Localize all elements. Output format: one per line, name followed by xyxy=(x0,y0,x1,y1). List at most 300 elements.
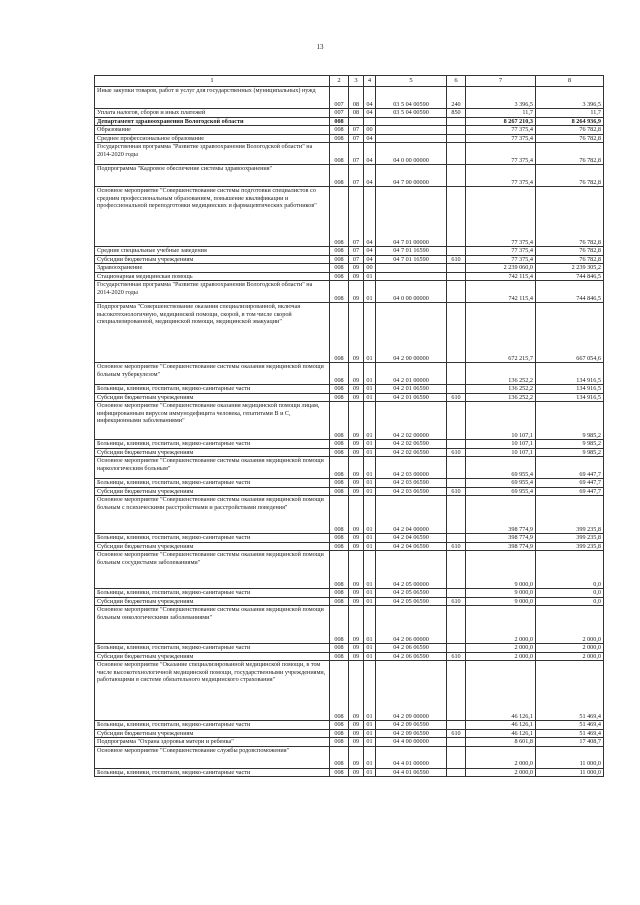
cell-kvsr: 008 xyxy=(330,738,349,747)
cell-name: Субсидии бюджетным учреждениям xyxy=(95,597,330,606)
cell-expense-type xyxy=(447,402,466,440)
table-row xyxy=(95,644,604,653)
cell-kvsr: 008 xyxy=(330,457,349,479)
cell-subsection: 01 xyxy=(364,272,376,281)
table-body xyxy=(95,76,604,777)
cell-name: Больницы, клиники, госпитали, медико-санитарные части xyxy=(95,768,330,777)
cell-sum-2019: 10 107,1 xyxy=(466,448,536,457)
cell-sum-2020: 3 396,5 xyxy=(536,87,604,109)
cell-sum-2019: 136 252,2 xyxy=(466,385,536,394)
cell-kvsr: 008 xyxy=(330,264,349,273)
cell-expense-type: 610 xyxy=(447,729,466,738)
cell-name: Больницы, клиники, госпитали, медико-санитарные части xyxy=(95,721,330,730)
cell-target-article: 04 2 05 00000 xyxy=(376,551,447,589)
cell-name: Субсидии бюджетным учреждениям xyxy=(95,652,330,661)
cell-target-article: 03 5 04 00590 xyxy=(376,87,447,109)
cell-kvsr: 008 xyxy=(330,255,349,264)
cell-target-article: 04 2 09 06590 xyxy=(376,729,447,738)
cell-expense-type: 610 xyxy=(447,393,466,402)
budget-table xyxy=(94,75,604,777)
cell-expense-type xyxy=(447,551,466,589)
cell-target-article: 04 2 06 06590 xyxy=(376,652,447,661)
cell-target-article: 04 2 05 06590 xyxy=(376,589,447,598)
cell-sum-2019: 9 000,0 xyxy=(466,597,536,606)
cell-kvsr: 008 xyxy=(330,165,349,187)
cell-sum-2019: 398 774,9 xyxy=(466,542,536,551)
cell-sum-2019: 136 252,2 xyxy=(466,393,536,402)
cell-sum-2020: 399 235,8 xyxy=(536,534,604,543)
cell-sum-2020: 744 846,5 xyxy=(536,281,604,303)
cell-target-article: 04 2 05 06590 xyxy=(376,597,447,606)
table-row xyxy=(95,126,604,135)
table-row xyxy=(95,457,604,479)
cell-kvsr: 008 xyxy=(330,187,349,247)
cell-section: 09 xyxy=(349,363,364,385)
cell-expense-type xyxy=(447,440,466,449)
cell-section: 09 xyxy=(349,272,364,281)
cell-sum-2020: 2 000,0 xyxy=(536,606,604,644)
cell-expense-type xyxy=(447,496,466,534)
cell-expense-type xyxy=(447,247,466,256)
cell-sum-2020: 51 469,4 xyxy=(536,661,604,721)
cell-target-article: 04 2 03 00000 xyxy=(376,457,447,479)
cell-target-article: 04 2 09 06590 xyxy=(376,721,447,730)
cell-section: 07 xyxy=(349,187,364,247)
cell-sum-2019: 69 955,4 xyxy=(466,487,536,496)
cell-sum-2020: 2 000,0 xyxy=(536,644,604,653)
cell-expense-type xyxy=(447,644,466,653)
cell-target-article: 04 2 04 06590 xyxy=(376,534,447,543)
cell-sum-2020: 11 000,0 xyxy=(536,746,604,768)
cell-name: Подпрограмма "Охрана здоровья матери и ребенка" xyxy=(95,738,330,747)
cell-target-article: 04 2 03 06590 xyxy=(376,479,447,488)
cell-target-article: 04 7 01 00000 xyxy=(376,187,447,247)
cell-name: Субсидии бюджетным учреждениям xyxy=(95,255,330,264)
cell-section: 09 xyxy=(349,479,364,488)
cell-subsection: 01 xyxy=(364,589,376,598)
cell-sum-2019: 9 000,0 xyxy=(466,551,536,589)
cell-section: 09 xyxy=(349,551,364,589)
cell-sum-2020: 51 469,4 xyxy=(536,721,604,730)
cell-name: Больницы, клиники, госпитали, медико-санитарные части xyxy=(95,440,330,449)
cell-section: 09 xyxy=(349,721,364,730)
cell-expense-type xyxy=(447,272,466,281)
table-row xyxy=(95,768,604,777)
cell-name: Субсидии бюджетным учреждениям xyxy=(95,393,330,402)
column-header: 8 xyxy=(536,76,604,87)
cell-expense-type xyxy=(447,126,466,135)
cell-subsection: 01 xyxy=(364,496,376,534)
header-row xyxy=(95,76,604,87)
cell-sum-2019: 69 955,4 xyxy=(466,457,536,479)
cell-sum-2019: 69 955,4 xyxy=(466,479,536,488)
cell-sum-2020: 667 054,6 xyxy=(536,303,604,363)
table-row xyxy=(95,385,604,394)
cell-section: 09 xyxy=(349,738,364,747)
cell-expense-type xyxy=(447,606,466,644)
cell-kvsr: 008 xyxy=(330,143,349,165)
cell-sum-2020: 9 985,2 xyxy=(536,448,604,457)
cell-kvsr: 008 xyxy=(330,303,349,363)
cell-kvsr: 008 xyxy=(330,644,349,653)
cell-sum-2019: 136 252,2 xyxy=(466,363,536,385)
cell-sum-2020: 9 985,2 xyxy=(536,402,604,440)
cell-kvsr: 008 xyxy=(330,487,349,496)
cell-target-article: 04 2 02 06590 xyxy=(376,448,447,457)
cell-expense-type xyxy=(447,303,466,363)
table-row xyxy=(95,746,604,768)
cell-subsection: 01 xyxy=(364,644,376,653)
table-row xyxy=(95,721,604,730)
column-header: 7 xyxy=(466,76,536,87)
cell-target-article xyxy=(376,272,447,281)
table-row xyxy=(95,534,604,543)
cell-kvsr: 008 xyxy=(330,479,349,488)
cell-subsection: 04 xyxy=(364,247,376,256)
cell-target-article: 04 2 04 06590 xyxy=(376,542,447,551)
cell-sum-2019: 9 000,0 xyxy=(466,589,536,598)
cell-subsection: 01 xyxy=(364,479,376,488)
cell-subsection: 01 xyxy=(364,661,376,721)
cell-sum-2019: 77 375,4 xyxy=(466,255,536,264)
cell-kvsr: 008 xyxy=(330,134,349,143)
cell-section: 09 xyxy=(349,496,364,534)
cell-sum-2019: 77 375,4 xyxy=(466,187,536,247)
cell-expense-type: 610 xyxy=(447,652,466,661)
cell-sum-2019: 46 126,1 xyxy=(466,661,536,721)
cell-kvsr: 008 xyxy=(330,126,349,135)
table-row xyxy=(95,117,604,126)
cell-sum-2019: 8 267 210,3 xyxy=(466,117,536,126)
cell-target-article: 04 2 06 06590 xyxy=(376,644,447,653)
cell-target-article: 04 0 00 00000 xyxy=(376,281,447,303)
cell-subsection: 04 xyxy=(364,134,376,143)
cell-section: 07 xyxy=(349,255,364,264)
cell-kvsr: 008 xyxy=(330,281,349,303)
cell-expense-type xyxy=(447,134,466,143)
cell-target-article: 04 2 03 06590 xyxy=(376,487,447,496)
cell-sum-2020: 69 447,7 xyxy=(536,457,604,479)
cell-kvsr: 008 xyxy=(330,597,349,606)
cell-target-article: 04 2 01 06590 xyxy=(376,393,447,402)
cell-target-article: 04 2 01 00000 xyxy=(376,363,447,385)
cell-name: Больницы, клиники, госпитали, медико-санитарные части xyxy=(95,589,330,598)
cell-name: Иные закупки товаров, работ и услуг для государственных (муниципальных) нужд xyxy=(95,87,330,109)
cell-name: Основное мероприятие "Совершенствование системы оказания медицинской помощи больным с психическими расстройствами и расстройствами поведения" xyxy=(95,496,330,534)
cell-section: 09 xyxy=(349,534,364,543)
cell-name: Больницы, клиники, госпитали, медико-санитарные части xyxy=(95,385,330,394)
cell-sum-2019: 2 000,0 xyxy=(466,768,536,777)
cell-target-article: 04 2 00 00000 xyxy=(376,303,447,363)
cell-name: Основное мероприятие "Совершенствование службы родовспоможения" xyxy=(95,746,330,768)
cell-name: Основное мероприятие "Совершенствование системы оказания медицинской помощи больным сосудистыми заболеваниями" xyxy=(95,551,330,589)
cell-section: 09 xyxy=(349,597,364,606)
cell-section: 08 xyxy=(349,87,364,109)
cell-target-article: 04 4 00 00000 xyxy=(376,738,447,747)
table-row xyxy=(95,247,604,256)
cell-sum-2019: 46 126,1 xyxy=(466,729,536,738)
cell-sum-2019: 2 000,0 xyxy=(466,746,536,768)
cell-name: Больницы, клиники, госпитали, медико-санитарные части xyxy=(95,479,330,488)
table-row xyxy=(95,402,604,440)
cell-kvsr: 008 xyxy=(330,440,349,449)
cell-expense-type xyxy=(447,589,466,598)
cell-target-article: 04 7 00 00000 xyxy=(376,165,447,187)
cell-expense-type xyxy=(447,281,466,303)
cell-sum-2019: 77 375,4 xyxy=(466,247,536,256)
cell-target-article: 04 0 00 00000 xyxy=(376,143,447,165)
cell-sum-2019: 10 107,1 xyxy=(466,440,536,449)
cell-section: 09 xyxy=(349,385,364,394)
cell-subsection: 01 xyxy=(364,606,376,644)
cell-expense-type: 850 xyxy=(447,109,466,118)
table-row xyxy=(95,729,604,738)
cell-sum-2019: 742 115,4 xyxy=(466,281,536,303)
table-row xyxy=(95,589,604,598)
cell-target-article xyxy=(376,126,447,135)
cell-sum-2020: 399 235,8 xyxy=(536,496,604,534)
cell-subsection: 01 xyxy=(364,303,376,363)
cell-target-article: 04 7 01 16590 xyxy=(376,247,447,256)
cell-kvsr: 008 xyxy=(330,746,349,768)
cell-kvsr: 008 xyxy=(330,768,349,777)
cell-subsection: 01 xyxy=(364,768,376,777)
cell-kvsr: 008 xyxy=(330,729,349,738)
table-row xyxy=(95,738,604,747)
column-header: 3 xyxy=(349,76,364,87)
cell-section: 09 xyxy=(349,393,364,402)
cell-target-article: 04 2 04 00000 xyxy=(376,496,447,534)
table-row xyxy=(95,542,604,551)
cell-subsection: 01 xyxy=(364,597,376,606)
table-row xyxy=(95,87,604,109)
cell-target-article: 04 2 01 06590 xyxy=(376,385,447,394)
cell-section: 09 xyxy=(349,729,364,738)
cell-subsection: 01 xyxy=(364,402,376,440)
table-row xyxy=(95,143,604,165)
cell-expense-type xyxy=(447,117,466,126)
cell-subsection: 01 xyxy=(364,652,376,661)
cell-section: 09 xyxy=(349,606,364,644)
cell-subsection: 01 xyxy=(364,721,376,730)
cell-expense-type: 610 xyxy=(447,255,466,264)
column-header: 5 xyxy=(376,76,447,87)
cell-kvsr: 008 xyxy=(330,606,349,644)
cell-subsection: 01 xyxy=(364,534,376,543)
cell-section: 07 xyxy=(349,126,364,135)
cell-section: 09 xyxy=(349,768,364,777)
cell-name: Государственная программа "Развитие здравоохранения Вологодской области" на 2014-2020 годы xyxy=(95,143,330,165)
cell-target-article: 04 4 01 06590 xyxy=(376,768,447,777)
cell-expense-type xyxy=(447,385,466,394)
cell-expense-type xyxy=(447,457,466,479)
column-header: 4 xyxy=(364,76,376,87)
table-row xyxy=(95,134,604,143)
cell-sum-2020: 76 782,8 xyxy=(536,255,604,264)
table-row xyxy=(95,187,604,247)
column-header: 1 xyxy=(95,76,330,87)
cell-target-article: 04 2 02 06590 xyxy=(376,440,447,449)
cell-name: Среднее профессиональное образование xyxy=(95,134,330,143)
cell-sum-2020: 134 916,5 xyxy=(536,363,604,385)
cell-kvsr: 008 xyxy=(330,652,349,661)
cell-sum-2020: 134 916,5 xyxy=(536,385,604,394)
cell-subsection: 00 xyxy=(364,126,376,135)
cell-subsection: 01 xyxy=(364,487,376,496)
cell-name: Основное мероприятие "Совершенствование системы подготовки специалистов со средним профессиональным образованием, повышение квалификации и профессиональной переподготовки медицинских и фармацевтических работников" xyxy=(95,187,330,247)
cell-kvsr: 008 xyxy=(330,117,349,126)
cell-subsection: 04 xyxy=(364,143,376,165)
table-row xyxy=(95,363,604,385)
cell-name: Субсидии бюджетным учреждениям xyxy=(95,448,330,457)
cell-sum-2019: 398 774,9 xyxy=(466,496,536,534)
cell-name: Субсидии бюджетным учреждениям xyxy=(95,729,330,738)
cell-sum-2020: 2 000,0 xyxy=(536,652,604,661)
cell-kvsr: 008 xyxy=(330,589,349,598)
cell-sum-2020: 399 235,8 xyxy=(536,542,604,551)
cell-section: 09 xyxy=(349,402,364,440)
cell-subsection: 04 xyxy=(364,255,376,264)
cell-target-article xyxy=(376,117,447,126)
cell-subsection: 01 xyxy=(364,281,376,303)
cell-expense-type: 610 xyxy=(447,487,466,496)
table-row xyxy=(95,109,604,118)
cell-expense-type: 610 xyxy=(447,448,466,457)
cell-name: Средние специальные учебные заведения xyxy=(95,247,330,256)
cell-subsection: 01 xyxy=(364,738,376,747)
table-row xyxy=(95,487,604,496)
cell-target-article: 04 2 06 00000 xyxy=(376,606,447,644)
cell-sum-2019: 8 601,8 xyxy=(466,738,536,747)
cell-section: 09 xyxy=(349,746,364,768)
cell-target-article: 03 5 04 00590 xyxy=(376,109,447,118)
cell-kvsr: 008 xyxy=(330,363,349,385)
cell-sum-2020: 69 447,7 xyxy=(536,487,604,496)
cell-kvsr: 008 xyxy=(330,247,349,256)
cell-expense-type xyxy=(447,143,466,165)
table-row xyxy=(95,661,604,721)
cell-section: 09 xyxy=(349,487,364,496)
cell-sum-2020: 76 782,8 xyxy=(536,126,604,135)
cell-section xyxy=(349,117,364,126)
table-row xyxy=(95,393,604,402)
cell-name: Образование xyxy=(95,126,330,135)
cell-kvsr: 008 xyxy=(330,496,349,534)
cell-section: 09 xyxy=(349,652,364,661)
cell-sum-2020: 8 264 936,9 xyxy=(536,117,604,126)
cell-section: 07 xyxy=(349,247,364,256)
cell-section: 07 xyxy=(349,134,364,143)
cell-target-article: 04 4 01 00000 xyxy=(376,746,447,768)
column-header: 2 xyxy=(330,76,349,87)
table-row xyxy=(95,606,604,644)
cell-section: 07 xyxy=(349,165,364,187)
cell-subsection: 01 xyxy=(364,385,376,394)
cell-kvsr: 008 xyxy=(330,534,349,543)
table-row xyxy=(95,440,604,449)
cell-sum-2020: 11 000,0 xyxy=(536,768,604,777)
cell-target-article xyxy=(376,264,447,273)
cell-subsection: 01 xyxy=(364,551,376,589)
cell-subsection: 01 xyxy=(364,542,376,551)
table-row xyxy=(95,303,604,363)
cell-sum-2020: 11,7 xyxy=(536,109,604,118)
cell-sum-2019: 11,7 xyxy=(466,109,536,118)
table-row xyxy=(95,255,604,264)
cell-sum-2019: 77 375,4 xyxy=(466,165,536,187)
cell-sum-2020: 134 916,5 xyxy=(536,393,604,402)
cell-expense-type xyxy=(447,738,466,747)
cell-name: Больницы, клиники, госпитали, медико-санитарные части xyxy=(95,644,330,653)
cell-sum-2020: 76 782,8 xyxy=(536,187,604,247)
cell-sum-2019: 2 000,0 xyxy=(466,606,536,644)
cell-name: Субсидии бюджетным учреждениям xyxy=(95,542,330,551)
cell-expense-type: 610 xyxy=(447,542,466,551)
cell-section: 07 xyxy=(349,143,364,165)
cell-section: 09 xyxy=(349,264,364,273)
cell-subsection: 04 xyxy=(364,165,376,187)
cell-expense-type: 240 xyxy=(447,87,466,109)
cell-name: Департамент здравоохранения Вологодской области xyxy=(95,117,330,126)
cell-name: Здравоохранение xyxy=(95,264,330,273)
cell-kvsr: 007 xyxy=(330,87,349,109)
table-row xyxy=(95,597,604,606)
cell-subsection: 04 xyxy=(364,187,376,247)
cell-target-article: 04 2 09 00000 xyxy=(376,661,447,721)
table-row xyxy=(95,496,604,534)
cell-subsection: 01 xyxy=(364,729,376,738)
cell-expense-type xyxy=(447,661,466,721)
cell-name: Уплата налогов, сборов и иных платежей xyxy=(95,109,330,118)
cell-expense-type xyxy=(447,264,466,273)
cell-expense-type xyxy=(447,165,466,187)
cell-sum-2019: 77 375,4 xyxy=(466,134,536,143)
page-number: 13 xyxy=(316,43,324,51)
cell-sum-2019: 3 396,5 xyxy=(466,87,536,109)
cell-target-article: 04 2 02 00000 xyxy=(376,402,447,440)
cell-section: 09 xyxy=(349,448,364,457)
table-row xyxy=(95,479,604,488)
cell-sum-2020: 76 782,8 xyxy=(536,143,604,165)
cell-sum-2020: 0,0 xyxy=(536,597,604,606)
cell-sum-2019: 742 115,4 xyxy=(466,272,536,281)
cell-name: Подпрограмма "Совершенствование оказания специализированной, включая высокотехнологичную, медицинской помощи, скорой, в том числе скорой специализированной, медицинской помощи, медицинской эвакуации" xyxy=(95,303,330,363)
cell-kvsr: 007 xyxy=(330,109,349,118)
cell-sum-2020: 0,0 xyxy=(536,551,604,589)
cell-sum-2020: 76 782,8 xyxy=(536,134,604,143)
cell-expense-type xyxy=(447,768,466,777)
cell-sum-2020: 76 782,8 xyxy=(536,165,604,187)
cell-name: Основное мероприятие "Совершенствование системы оказания медицинской помощи больным онкологическими заболеваниями" xyxy=(95,606,330,644)
cell-subsection: 01 xyxy=(364,746,376,768)
table-row xyxy=(95,165,604,187)
cell-target-article: 04 7 01 16590 xyxy=(376,255,447,264)
cell-sum-2020: 2 239 305,2 xyxy=(536,264,604,273)
column-header: 6 xyxy=(447,76,466,87)
cell-subsection: 01 xyxy=(364,393,376,402)
cell-section: 09 xyxy=(349,281,364,303)
cell-kvsr: 008 xyxy=(330,448,349,457)
table-row xyxy=(95,272,604,281)
cell-name: Основное мероприятие "Совершенствование оказания медицинской помощи лицам, инфицированным вирусом иммунодефицита человека, гепатитами B и C, инфекционными заболеваниями" xyxy=(95,402,330,440)
cell-expense-type xyxy=(447,187,466,247)
cell-section: 09 xyxy=(349,589,364,598)
cell-kvsr: 008 xyxy=(330,661,349,721)
table-row xyxy=(95,448,604,457)
cell-expense-type xyxy=(447,534,466,543)
cell-sum-2019: 398 774,9 xyxy=(466,534,536,543)
table-row xyxy=(95,281,604,303)
